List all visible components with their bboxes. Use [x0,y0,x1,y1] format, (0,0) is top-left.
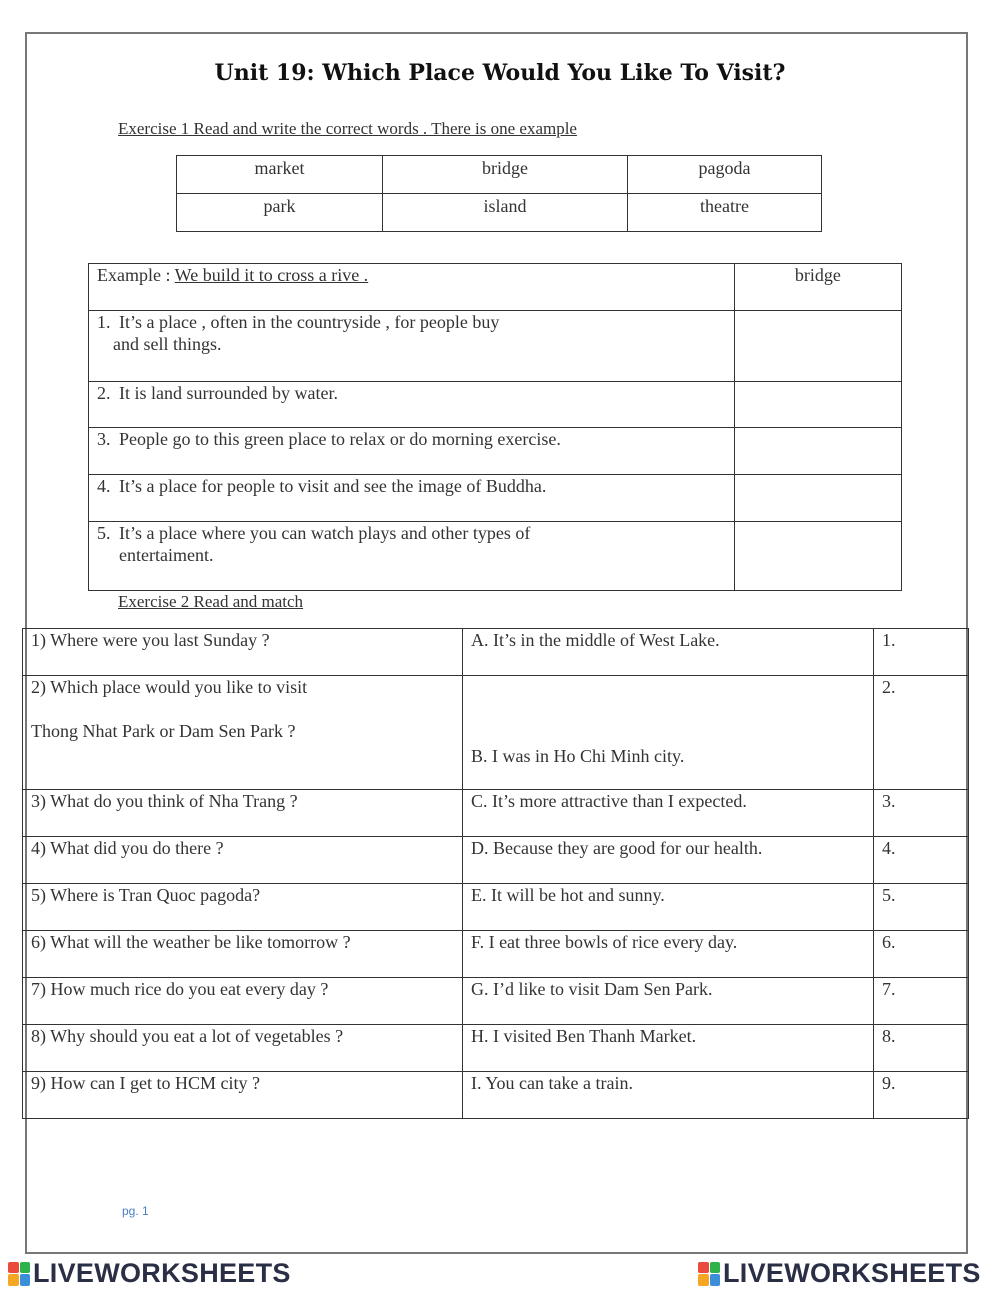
question-number: 3. [97,429,111,449]
word-cell: market [177,156,383,194]
question-text: It’s a place , often in the countryside , for people buy [119,312,500,332]
exercise2-heading: Exercise 2 Read and match [118,592,304,611]
match-row [23,978,969,1025]
question-text: It’s a place for people to visit and see the image of Buddha. [119,476,547,496]
question-text-cont: and sell things. [113,334,222,354]
match-input[interactable]: 2. [874,676,969,790]
match-input[interactable]: 8. [874,1025,969,1072]
match-answer: A. It’s in the middle of West Lake. [463,629,874,676]
question-text: It’s a place where you can watch plays and other types of [119,523,531,543]
match-answer: E. It will be hot and sunny. [463,884,874,931]
brand-name: LIVEWORKSHEETS [33,1258,291,1288]
question-row [89,311,902,382]
match-answer: I. You can take a train. [463,1072,874,1119]
match-row [23,884,969,931]
match-question: 1) Where were you last Sunday ? [23,629,463,676]
brand-logo-right[interactable] [698,1258,981,1289]
liveworksheets-logo-icon [698,1262,720,1286]
match-row [23,931,969,978]
match-question: 4) What did you do there ? [23,837,463,884]
match-row [23,1025,969,1072]
question-number: 5. [97,523,111,543]
match-input[interactable]: 1. [874,629,969,676]
brand-logo-left[interactable] [8,1258,291,1289]
word-cell: park [177,194,383,232]
exercise2-table [22,628,969,1119]
answer-field[interactable] [734,428,901,475]
match-answer: F. I eat three bowls of rice every day. [463,931,874,978]
word-box [176,155,822,232]
exercise1-heading: Exercise 1 Read and write the correct words . There is one example [118,119,577,138]
match-question: 5) Where is Tran Quoc pagoda? [23,884,463,931]
example-row [89,264,902,311]
question-row [89,428,902,475]
question-number: 4. [97,476,111,496]
word-cell: theatre [628,194,822,232]
match-question: 8) Why should you eat a lot of vegetables ? [23,1025,463,1072]
answer-field[interactable] [734,382,901,428]
question-text: People go to this green place to relax or do morning exercise. [119,429,561,449]
match-answer: B. I was in Ho Chi Minh city. [463,676,874,790]
match-input[interactable]: 6. [874,931,969,978]
answer-field[interactable] [734,522,901,591]
match-row [23,790,969,837]
question-row [89,475,902,522]
match-question: 6) What will the weather be like tomorrow ? [23,931,463,978]
example-answer: bridge [734,264,901,311]
question-number: 1. [97,312,111,332]
match-answer: H. I visited Ben Thanh Market. [463,1025,874,1072]
match-question: 9) How can I get to HCM city ? [23,1072,463,1119]
question-row [89,382,902,428]
liveworksheets-logo-icon [8,1262,30,1286]
brand-name: LIVEWORKSHEETS [723,1258,981,1288]
match-answer: C. It’s more attractive than I expected. [463,790,874,837]
question-number: 2. [97,383,111,403]
word-row [177,194,822,232]
answer-field[interactable] [734,475,901,522]
match-question: 3) What do you think of Nha Trang ? [23,790,463,837]
question-text-cont: entertaiment. [119,545,214,565]
answer-field[interactable] [734,311,901,382]
match-question-cont: Thong Nhat Park or Dam Sen Park ? [31,721,296,741]
match-row [23,676,969,790]
match-input[interactable]: 9. [874,1072,969,1119]
match-row [23,837,969,884]
question-row [89,522,902,591]
word-row [177,156,822,194]
word-cell: island [383,194,628,232]
match-input[interactable]: 7. [874,978,969,1025]
page-number: pg. 1 [122,1204,149,1218]
example-text: We build it to cross a rive . [174,265,369,285]
match-input[interactable]: 4. [874,837,969,884]
match-answer: D. Because they are good for our health. [463,837,874,884]
match-row [23,1072,969,1119]
match-question: 2) Which place would you like to visit [31,677,308,697]
question-text: It is land surrounded by water. [119,383,338,403]
exercise1-table [88,263,902,591]
page-title: Unit 19: Which Place Would You Like To Visit? [214,60,786,86]
word-cell: bridge [383,156,628,194]
example-label: Example : [97,265,171,285]
word-cell: pagoda [628,156,822,194]
match-question: 7) How much rice do you eat every day ? [23,978,463,1025]
match-input[interactable]: 3. [874,790,969,837]
match-input[interactable]: 5. [874,884,969,931]
match-answer: G. I’d like to visit Dam Sen Park. [463,978,874,1025]
